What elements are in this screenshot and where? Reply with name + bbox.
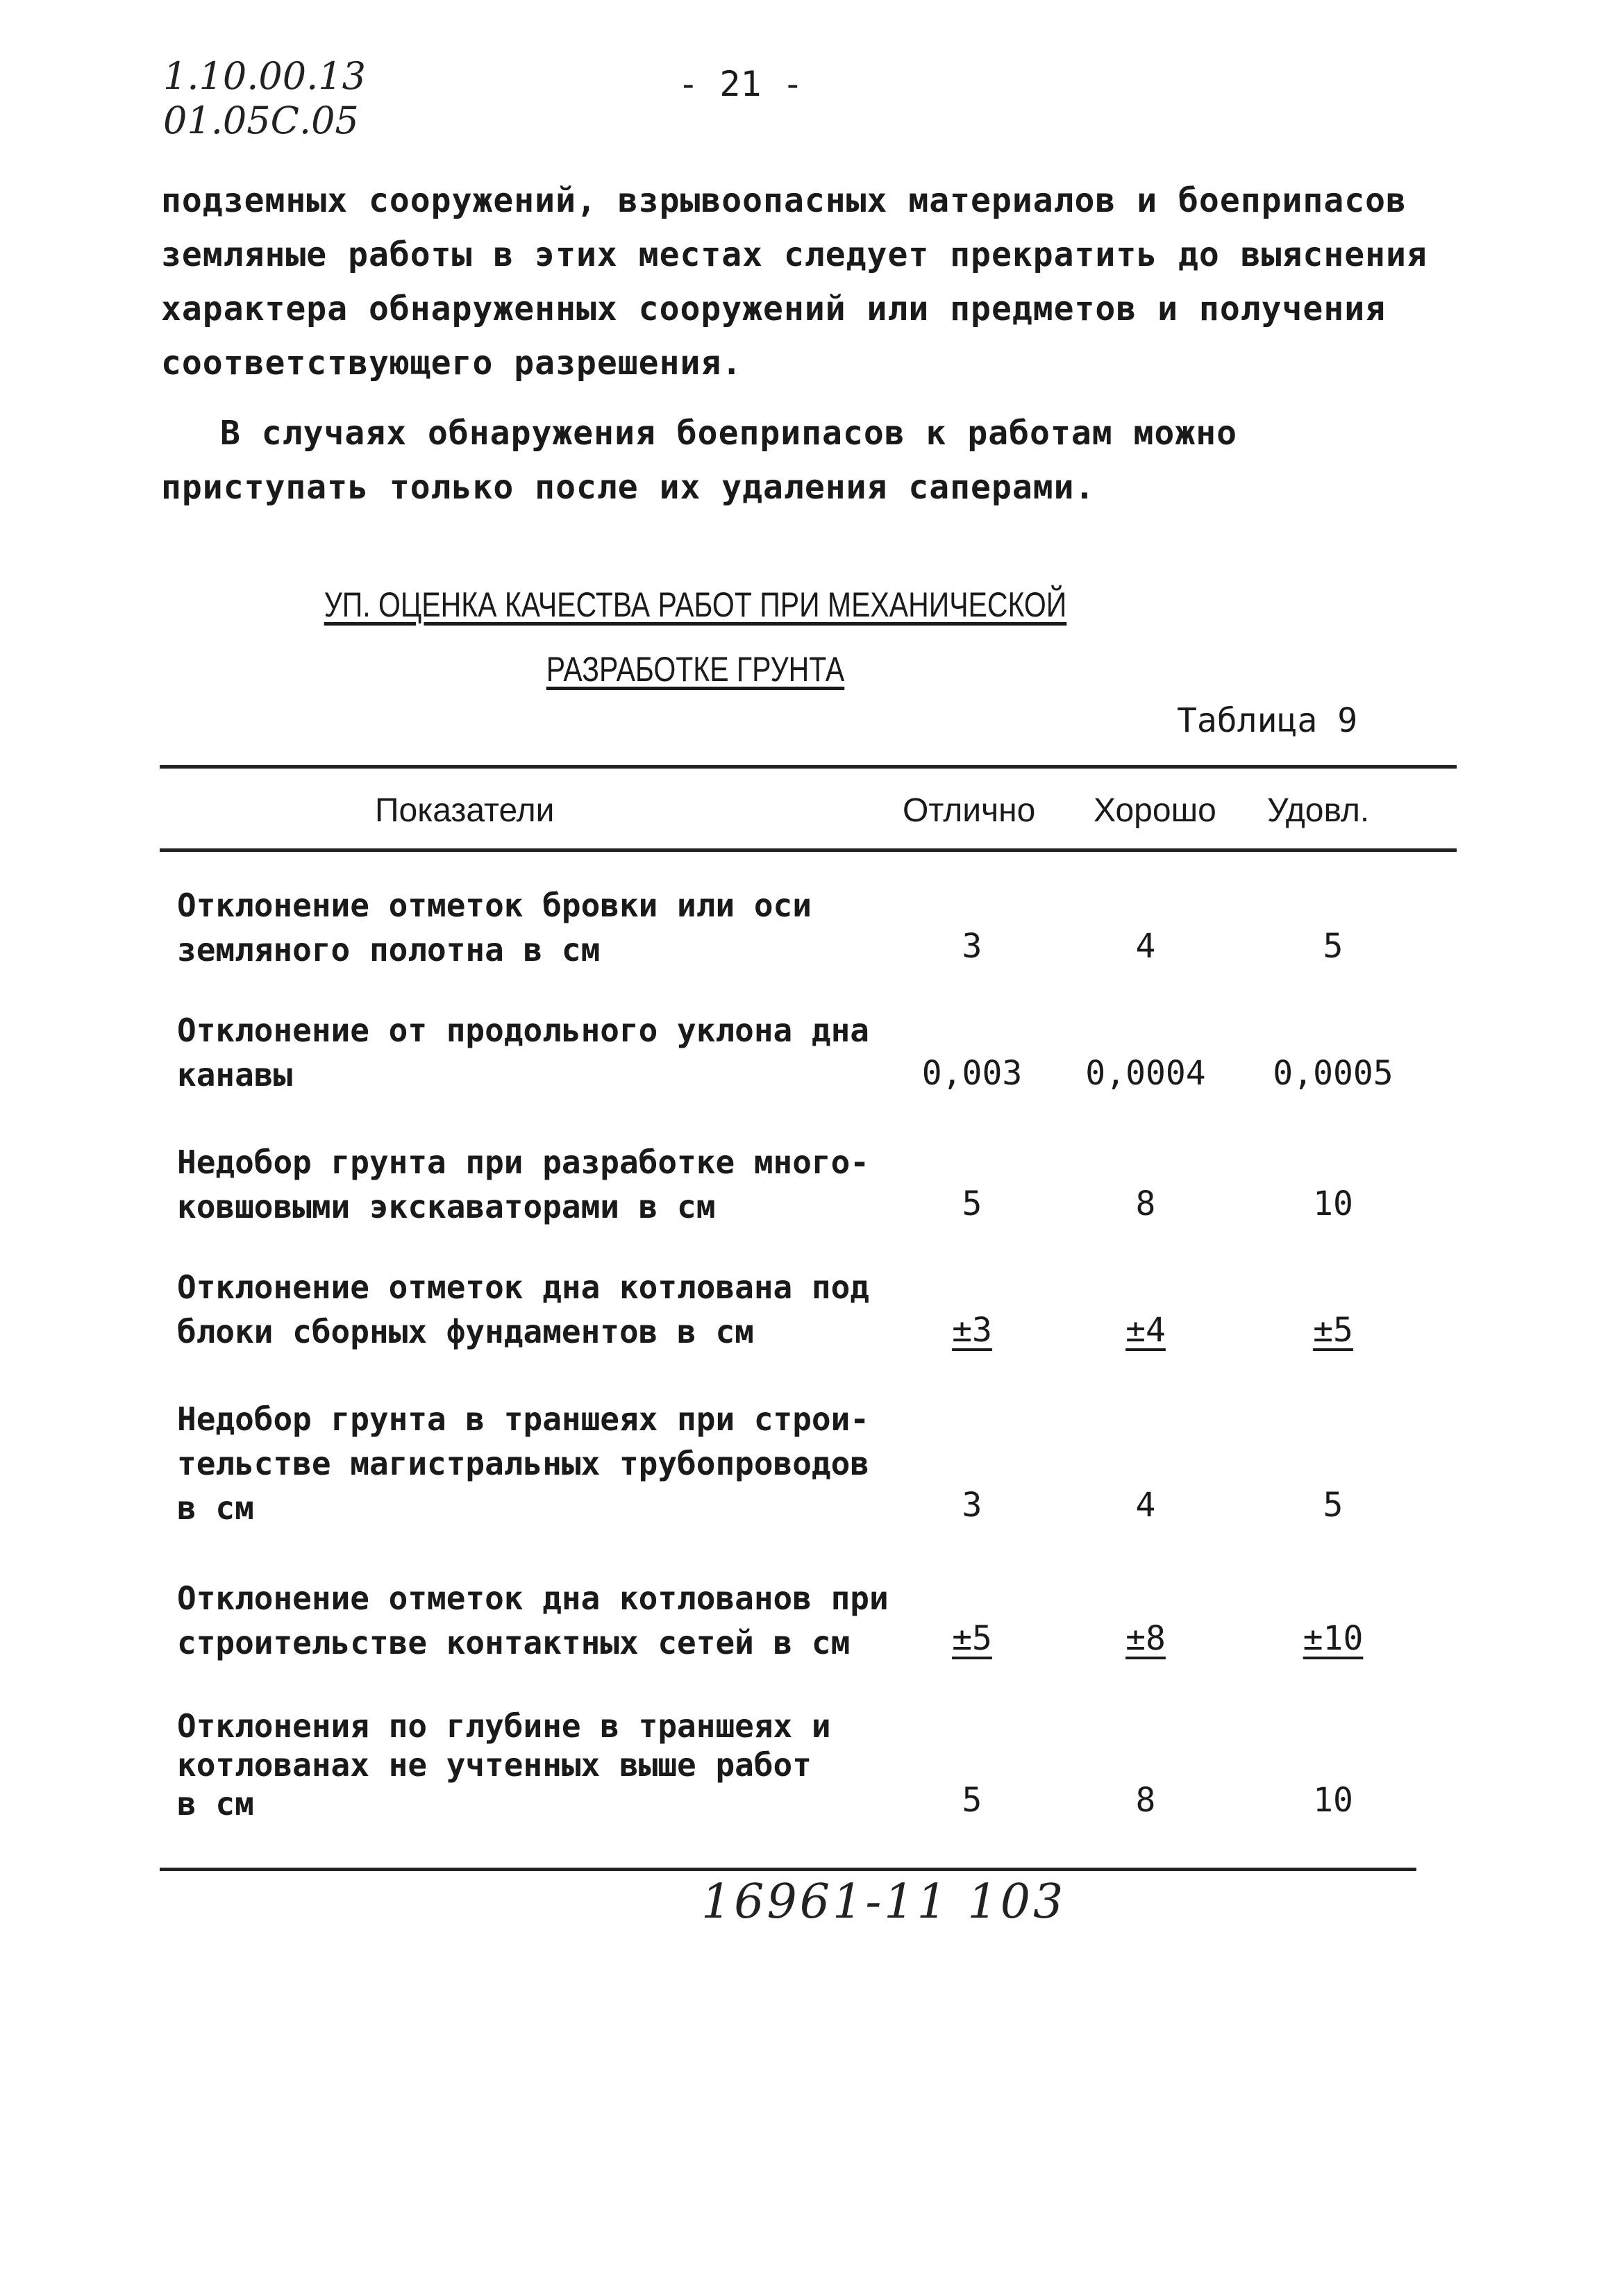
header-good: Хорошо [1094, 792, 1216, 829]
header-excellent: Отлично [903, 792, 1036, 829]
footer-signature: 16961-11 103 [701, 1875, 1066, 1929]
cell-satisfactory: 0,0005 [1273, 1054, 1393, 1093]
cell-good: 8 [1135, 1781, 1156, 1820]
cell-excellent: ±5 [952, 1619, 992, 1658]
page-number: - 21 - [678, 64, 803, 104]
cell-good: 0,0004 [1085, 1054, 1206, 1093]
header-indicators: Показатели [375, 792, 555, 829]
row-label: Недобор грунта при разработке много- ковшовыми экскаваторами в см [177, 1143, 869, 1225]
section-title-line2: РАЗРАБОТКЕ ГРУНТА [546, 650, 845, 689]
cell-excellent: 3 [962, 1486, 982, 1525]
paragraph-1: подземных сооружений, взрывоопасных материалов и боеприпасов земляные работы в этих местах следует прекратить до выяснения характера обнаруженных сооружений или предметов и получения соответствующего разрешения. [161, 181, 1428, 383]
row-label: Недобор грунта в траншеях при строи- тельстве магистральных трубопроводов в см [177, 1400, 869, 1527]
cell-excellent: ±3 [952, 1311, 992, 1350]
cell-satisfactory: 10 [1313, 1184, 1353, 1223]
cell-good: 4 [1135, 1486, 1156, 1525]
cell-satisfactory: 5 [1323, 1486, 1343, 1525]
row-label: Отклонение отметок дна котлованов при строительстве контактных сетей в см [177, 1579, 889, 1661]
row-label: Отклонения по глубине в траншеях и котлованах не учтенных выше работ в см [177, 1707, 831, 1822]
cell-satisfactory: 5 [1323, 927, 1343, 966]
table-header-rule [160, 848, 1457, 852]
table-top-rule [160, 765, 1457, 769]
document-code-line1: 1.10.00.13 [163, 54, 366, 98]
cell-satisfactory: ±5 [1313, 1311, 1353, 1350]
cell-good: 4 [1135, 927, 1156, 966]
cell-satisfactory: 10 [1313, 1781, 1353, 1820]
row-label: Отклонение от продольного уклона дна канавы [177, 1012, 869, 1093]
cell-good: ±4 [1125, 1311, 1166, 1350]
cell-excellent: 5 [962, 1781, 982, 1820]
cell-excellent: 5 [962, 1184, 982, 1223]
cell-excellent: 3 [962, 927, 982, 966]
table-bottom-rule [160, 1868, 1416, 1871]
header-satisfactory: Удовл. [1267, 792, 1370, 829]
document-code-line2: 01.05С.05 [163, 99, 359, 142]
table-label: Таблица 9 [1177, 701, 1358, 740]
row-label: Отклонение отметок бровки или оси земляного полотна в см [177, 887, 812, 969]
paragraph-2: В случаях обнаружения боеприпасов к работам можно приступать только после их удаления саперами. [161, 414, 1238, 507]
cell-good: 8 [1135, 1184, 1156, 1223]
row-label: Отклонение отметок дна котлована под блоки сборных фундаментов в см [177, 1268, 869, 1350]
cell-excellent: 0,003 [921, 1054, 1023, 1093]
cell-satisfactory: ±10 [1303, 1619, 1364, 1658]
section-title-line1: УП. ОЦЕНКА КАЧЕСТВА РАБОТ ПРИ МЕХАНИЧЕСКОЙ [324, 585, 1067, 624]
cell-good: ±8 [1125, 1619, 1166, 1658]
